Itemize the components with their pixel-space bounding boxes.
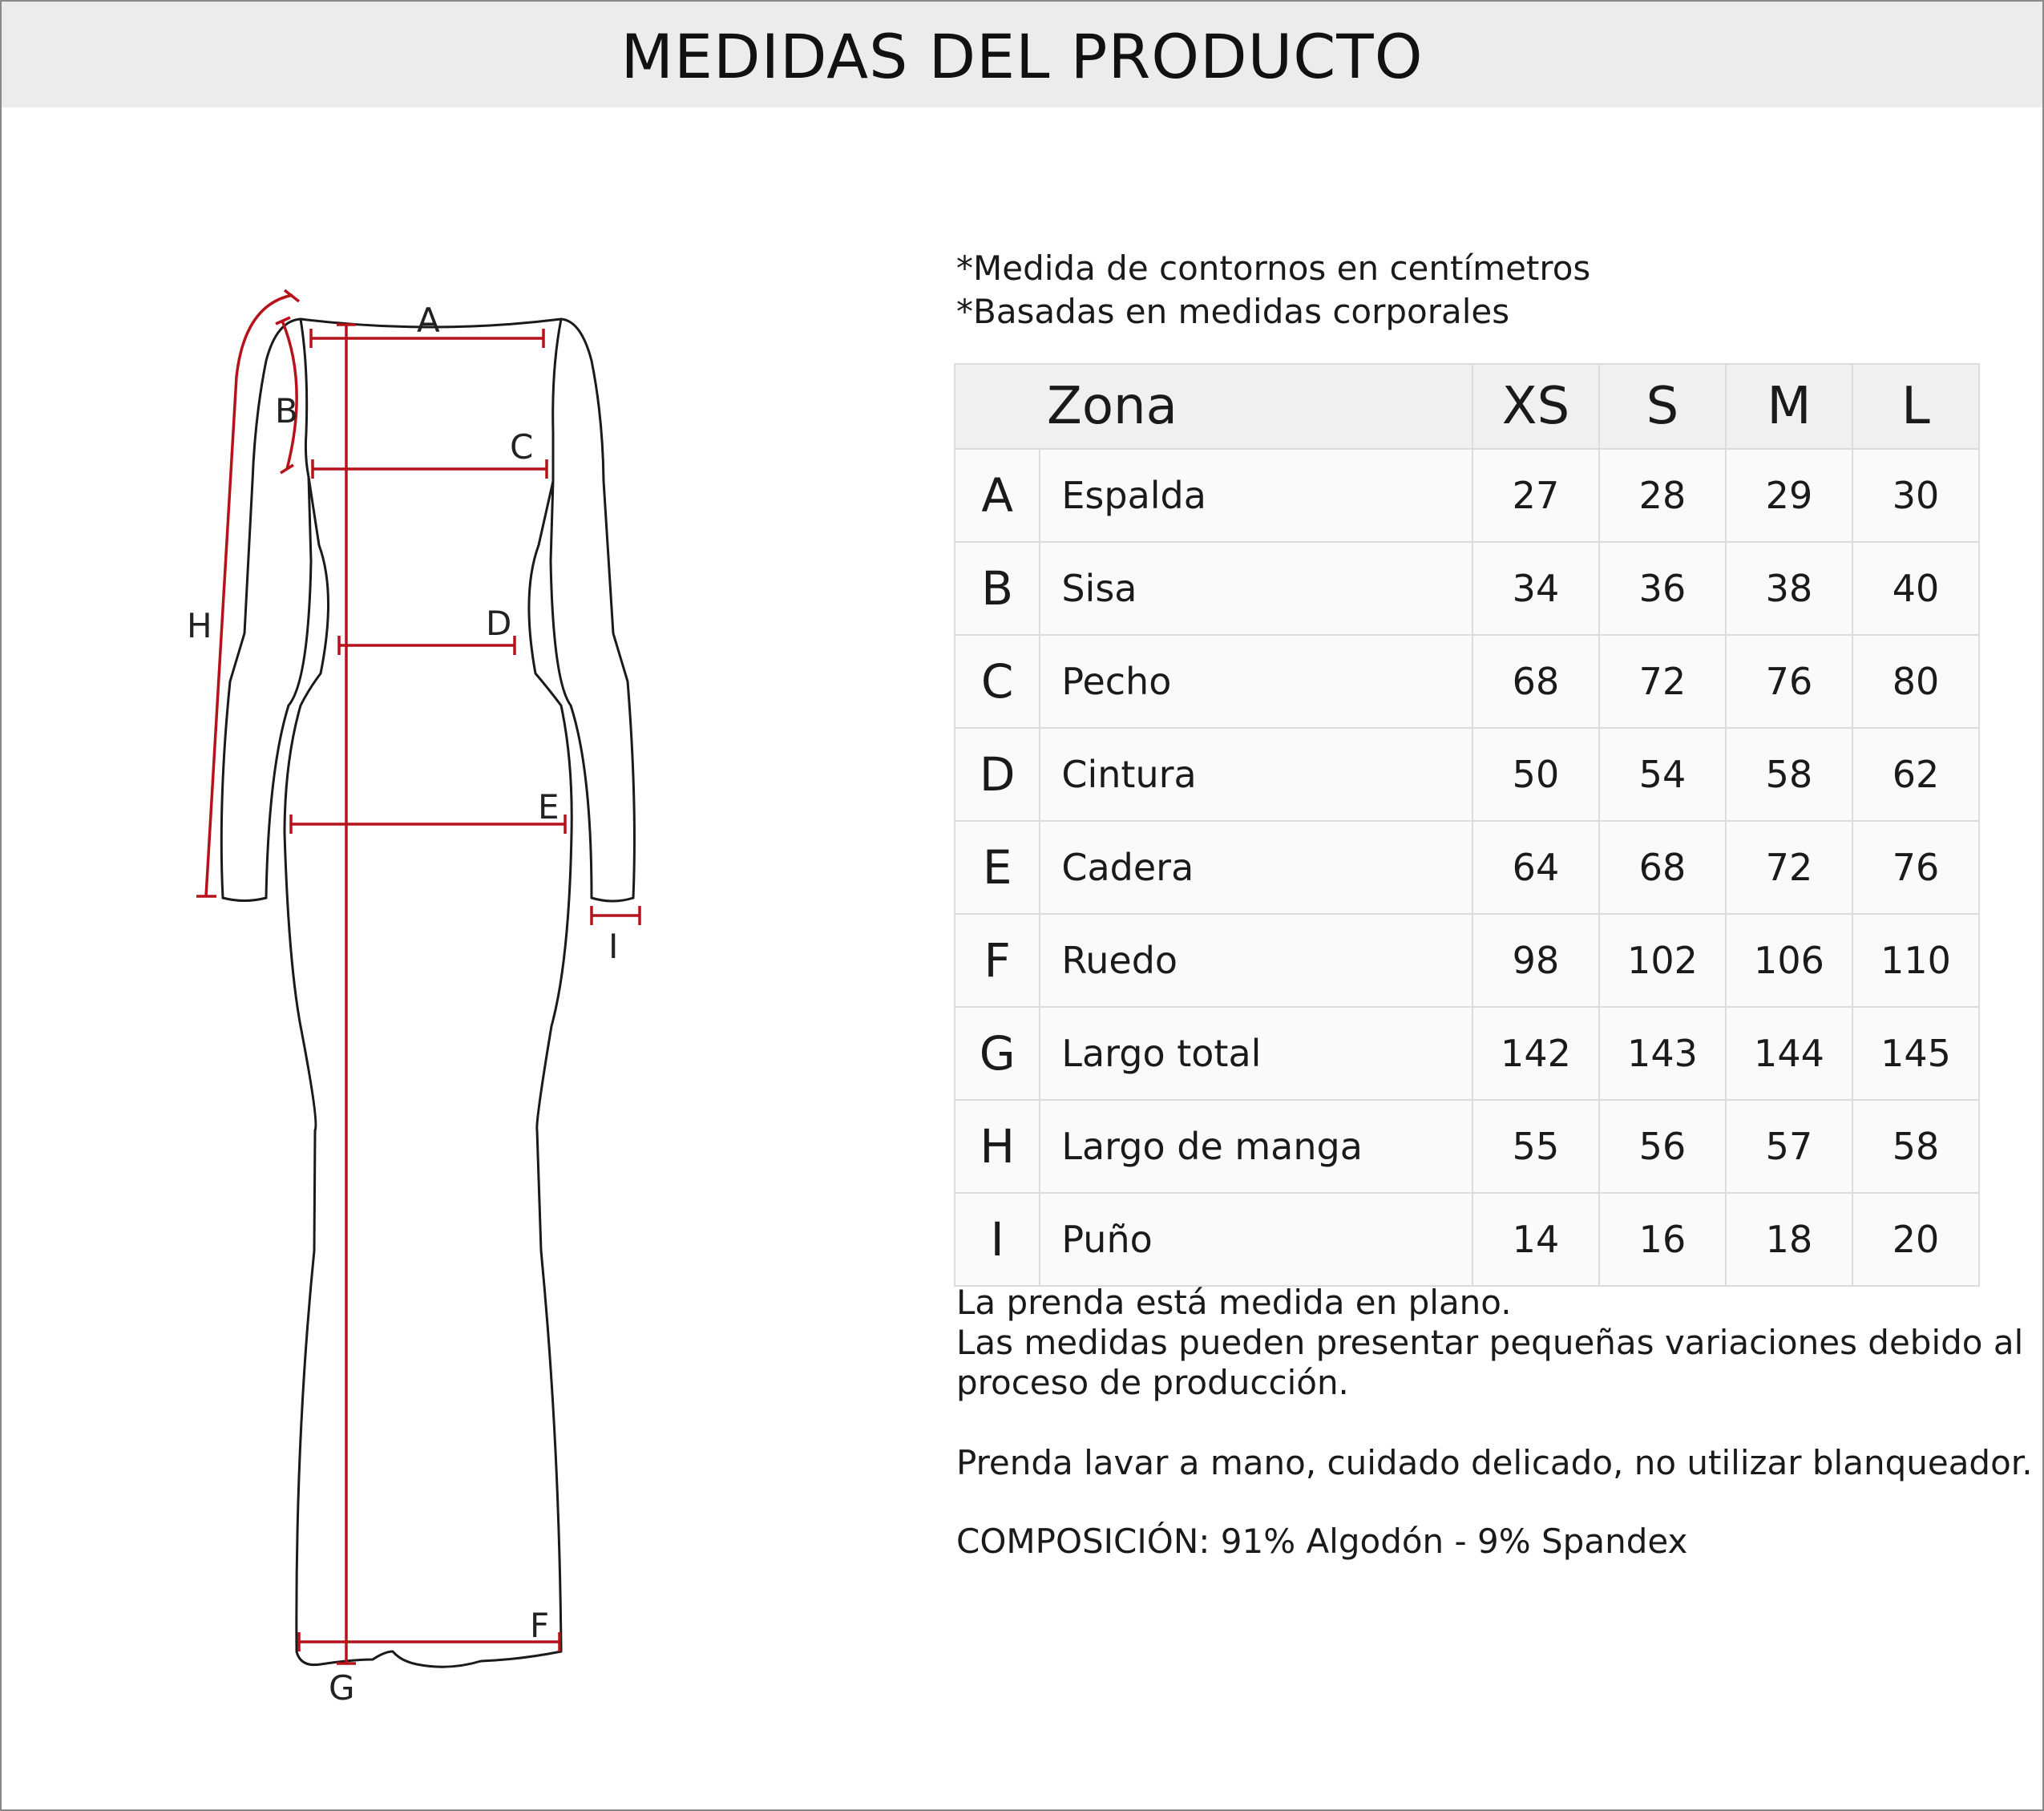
cell-value: 80 bbox=[1852, 635, 1979, 728]
cell-value: 58 bbox=[1726, 728, 1852, 821]
cell-value: 72 bbox=[1599, 635, 1726, 728]
cell-value: 16 bbox=[1599, 1193, 1726, 1286]
cell-value: 64 bbox=[1472, 821, 1599, 914]
variation-note-1: Las medidas pueden presentar pequeñas variaciones debido al bbox=[956, 1323, 2024, 1362]
cell-value: 110 bbox=[1852, 914, 1979, 1007]
row-letter: I bbox=[955, 1193, 1040, 1286]
table-row bbox=[955, 449, 1979, 542]
table-row bbox=[955, 635, 1979, 728]
row-letter: A bbox=[955, 449, 1040, 542]
table-header-row bbox=[955, 364, 1979, 449]
cell-value: 14 bbox=[1472, 1193, 1599, 1286]
zone-header: Zona bbox=[955, 364, 1472, 449]
label-g: G bbox=[329, 1668, 355, 1708]
label-c: C bbox=[510, 427, 534, 467]
cell-value: 145 bbox=[1852, 1007, 1979, 1100]
row-zone: Cadera bbox=[1040, 821, 1472, 914]
page-title: MEDIDAS DEL PRODUCTO bbox=[620, 21, 1424, 92]
cell-value: 29 bbox=[1726, 449, 1852, 542]
label-d: D bbox=[486, 604, 512, 643]
cell-value: 72 bbox=[1726, 821, 1852, 914]
label-b: B bbox=[275, 391, 298, 431]
cell-value: 62 bbox=[1852, 728, 1979, 821]
cell-value: 76 bbox=[1852, 821, 1979, 914]
measure-lines bbox=[196, 290, 640, 1663]
row-letter: D bbox=[955, 728, 1040, 821]
row-letter: B bbox=[955, 542, 1040, 635]
row-zone: Pecho bbox=[1040, 635, 1472, 728]
label-i: I bbox=[608, 927, 619, 966]
cell-value: 54 bbox=[1599, 728, 1726, 821]
row-zone: Sisa bbox=[1040, 542, 1472, 635]
row-zone: Largo total bbox=[1040, 1007, 1472, 1100]
notes bbox=[956, 247, 1590, 333]
size-header-s: S bbox=[1599, 364, 1726, 449]
label-f: F bbox=[530, 1606, 550, 1645]
cell-value: 102 bbox=[1599, 914, 1726, 1007]
cell-value: 144 bbox=[1726, 1007, 1852, 1100]
row-letter: G bbox=[955, 1007, 1040, 1100]
row-letter: E bbox=[955, 821, 1040, 914]
footer-notes bbox=[956, 1283, 2033, 1562]
care-instructions: Prenda lavar a mano, cuidado delicado, no utilizar blanqueador. bbox=[956, 1443, 2033, 1482]
table-row bbox=[955, 728, 1979, 821]
size-header-xs: XS bbox=[1472, 364, 1599, 449]
cell-value: 38 bbox=[1726, 542, 1852, 635]
cell-value: 40 bbox=[1852, 542, 1979, 635]
cell-value: 20 bbox=[1852, 1193, 1979, 1286]
row-zone: Puño bbox=[1040, 1193, 1472, 1286]
row-zone: Espalda bbox=[1040, 449, 1472, 542]
cell-value: 98 bbox=[1472, 914, 1599, 1007]
row-zone: Ruedo bbox=[1040, 914, 1472, 1007]
cell-value: 56 bbox=[1599, 1100, 1726, 1193]
cell-value: 68 bbox=[1599, 821, 1726, 914]
label-e: E bbox=[538, 787, 559, 827]
row-zone: Cintura bbox=[1040, 728, 1472, 821]
table-row bbox=[955, 542, 1979, 635]
table-row bbox=[955, 1100, 1979, 1193]
size-header-l: L bbox=[1852, 364, 1979, 449]
cell-value: 18 bbox=[1726, 1193, 1852, 1286]
row-letter: F bbox=[955, 914, 1040, 1007]
cell-value: 142 bbox=[1472, 1007, 1599, 1100]
cell-value: 28 bbox=[1599, 449, 1726, 542]
row-letter: H bbox=[955, 1100, 1040, 1193]
cell-value: 68 bbox=[1472, 635, 1599, 728]
cell-value: 58 bbox=[1852, 1100, 1979, 1193]
flat-measure-note: La prenda está medida en plano. bbox=[956, 1283, 1512, 1322]
cell-value: 143 bbox=[1599, 1007, 1726, 1100]
cell-value: 106 bbox=[1726, 914, 1852, 1007]
table-row bbox=[955, 821, 1979, 914]
table-row bbox=[955, 914, 1979, 1007]
cell-value: 50 bbox=[1472, 728, 1599, 821]
table-row bbox=[955, 1193, 1979, 1286]
table-row bbox=[955, 1007, 1979, 1100]
cell-value: 30 bbox=[1852, 449, 1979, 542]
dress-outline bbox=[221, 319, 634, 1667]
row-zone: Largo de manga bbox=[1040, 1100, 1472, 1193]
size-table bbox=[954, 363, 1980, 1287]
cell-value: 76 bbox=[1726, 635, 1852, 728]
note-contours: *Medida de contornos en centímetros bbox=[956, 249, 1591, 288]
size-header-m: M bbox=[1726, 364, 1852, 449]
label-h: H bbox=[187, 606, 212, 645]
garment-diagram bbox=[0, 0, 922, 1811]
note-body-measures: *Basadas en medidas corporales bbox=[956, 292, 1510, 331]
cell-value: 34 bbox=[1472, 542, 1599, 635]
composition: COMPOSICIÓN: 91% Algodón - 9% Spandex bbox=[956, 1522, 1688, 1561]
variation-note-2: proceso de producción. bbox=[956, 1363, 1349, 1402]
cell-value: 55 bbox=[1472, 1100, 1599, 1193]
cell-value: 57 bbox=[1726, 1100, 1852, 1193]
label-a: A bbox=[417, 301, 440, 340]
cell-value: 36 bbox=[1599, 542, 1726, 635]
cell-value: 27 bbox=[1472, 449, 1599, 542]
row-letter: C bbox=[955, 635, 1040, 728]
